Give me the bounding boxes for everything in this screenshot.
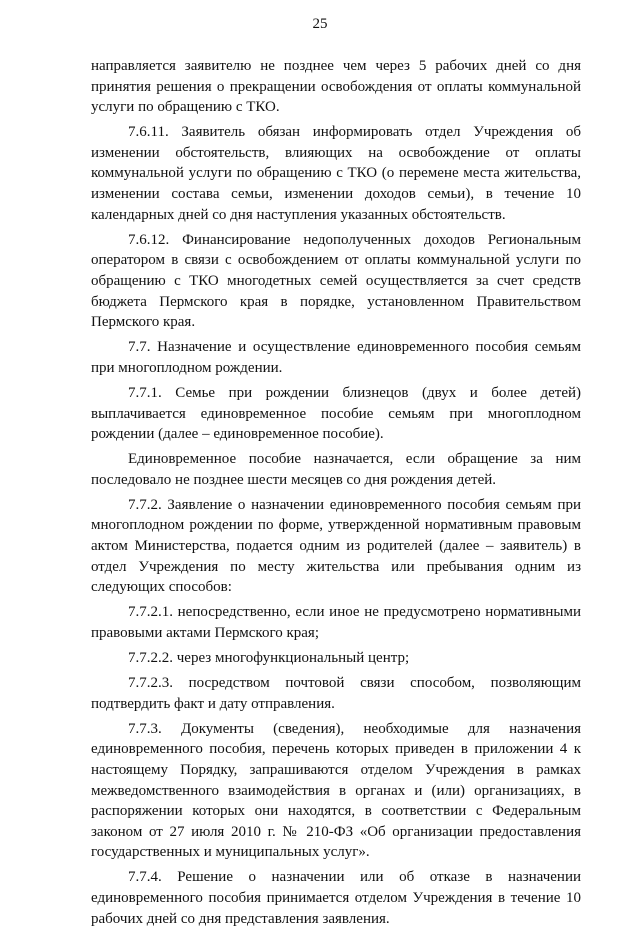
paragraph-7-6-11: 7.6.11. Заявитель обязан информировать отдел Учреждения об изменении обстоятельств, влияющих на освобождение от оплаты коммунальной услуги по обращению с ТКО (о перемене места жительства, изменении состава семьи, изменении доходов семьи), в течение 10 календарных дней со дня наступления указанных обстоятельств. xyxy=(91,124,581,223)
paragraph-7-7-2: 7.7.2. Заявление о назначении единовременного пособия семьям при многоплодном рождении по форме, утвержденной нормативным правовым актом Министерства, подается одним из родителей (далее – заявитель) в отдел Учреждения по месту жительства или пребывания одним из следующих способов: xyxy=(91,496,581,596)
paragraph-7-7-2-2: 7.7.2.2. через многофункциональный центр; xyxy=(128,650,410,667)
paragraph-continuation: направляется заявителю не позднее чем через 5 рабочих дней со дня принятия решения о прекращении освобождения от оплаты коммунальной услуги по обращению с ТКО. xyxy=(91,58,581,116)
paragraph-7-7-1: 7.7.1. Семье при рождении близнецов (двух и более детей) выплачивается единовременное пособие семьям при многоплодном рождении (далее – единовременное пособие). xyxy=(91,384,581,443)
paragraph-7-7-4: 7.7.4. Решение о назначении или об отказе в назначении единовременного пособия принимается отделом Учреждения в течение 10 рабочих дней со дня представления заявления. xyxy=(91,869,581,927)
paragraph-7-6-12: 7.6.12. Финансирование недополученных доходов Региональным оператором в связи с освобождением от оплаты коммунальной услуги по обращению с ТКО многодетных семей осуществляется за счет средств бюджета Пермского края в порядке, установленном Правительством Пермского края. xyxy=(91,231,581,331)
paragraph-7-7-3: 7.7.3. Документы (сведения), необходимые для назначения единовременного пособия, перечень которых приведен в приложении 4 к настоящему Порядку, запрашиваются отделом Учреждения в рамках межведомственного взаимодействия в органах и (или) организациях, в распоряжении которых они находятся, в соответствии с Федеральным законом от 27 июля 2010 г. № 210-ФЗ «Об организации предоставления государственных и муниципальных услуг». xyxy=(91,720,581,861)
page-number: 25 xyxy=(312,16,328,32)
paragraph-7-7-2-3: 7.7.2.3. посредством почтовой связи способом, позволяющим подтвердить факт и дату отправления. xyxy=(91,675,581,712)
paragraph-7-7-2-1: 7.7.2.1. непосредственно, если иное не предусмотрено нормативными правовыми актами Пермского края; xyxy=(91,604,581,641)
paragraph-7-7: 7.7. Назначение и осуществление единовременного пособия семьям при многоплодном рождении. xyxy=(91,339,581,376)
paragraph-7-7-1-note: Единовременное пособие назначается, если обращение за ним последовало не позднее шести месяцев со дня рождения детей. xyxy=(91,451,581,488)
document-body xyxy=(91,56,581,934)
